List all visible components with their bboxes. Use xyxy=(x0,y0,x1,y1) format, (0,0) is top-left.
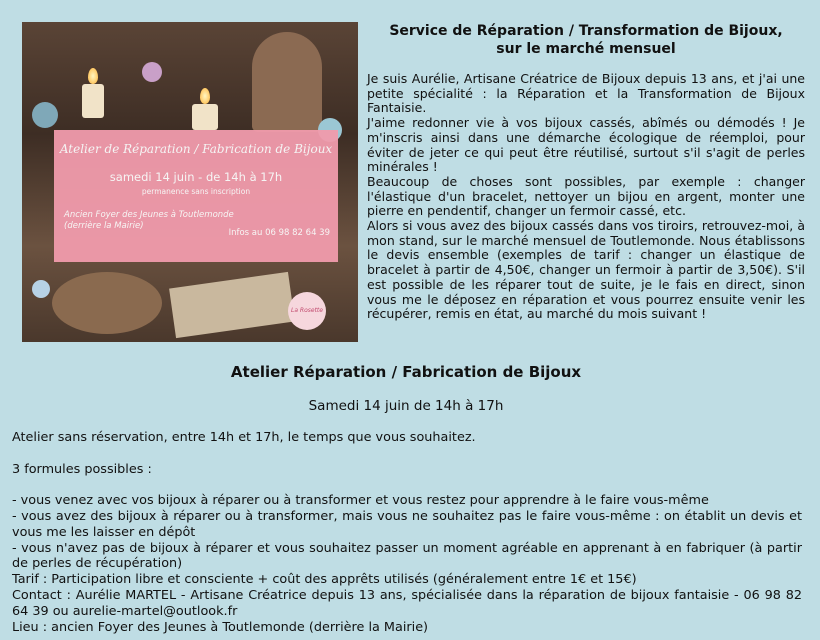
brand-logo xyxy=(288,292,326,330)
service-title-line: sur le marché mensuel xyxy=(496,41,676,57)
paragraph: 3 formules possibles : xyxy=(12,461,152,477)
jewelry-bust-shape xyxy=(252,32,322,132)
paragraph: Atelier sans réservation, entre 14h et 17h, le temps que vous souhaitez. xyxy=(12,430,476,445)
tarif-line: Tarif : Participation libre et consciente + coût des apprêts utilisés (généralement entre 1€ et 15€) xyxy=(12,572,637,588)
formula-item: - vous n'avez pas de bijoux à réparer et vous souhaitez passer un moment agréable en apprenant à en fabriquer (à partir de perles de récupération) xyxy=(12,540,802,572)
poster-place xyxy=(64,210,234,232)
contact-line: Contact : Aurélie MARTEL - Artisane Créatrice depuis 13 ans, spécialisée dans la réparation de bijoux fantaisie - 06 98 82 64 39 ou aurelie-martel@outlook.fr xyxy=(12,587,802,619)
candle-shape xyxy=(82,84,104,118)
paragraph: J'aime redonner vie à vos bijoux cassés, abîmés ou démodés ! Je m'inscris ainsi dans une démarche écologique de réemploi, pour éviter de jeter ce qui peut être réutilisé, surtout s'il s'agit de perles minérales ! xyxy=(367,115,805,175)
flame-shape xyxy=(200,88,210,104)
service-title xyxy=(366,22,806,58)
poster-info: Infos au 06 98 82 64 39 xyxy=(228,228,330,238)
flame-shape xyxy=(88,68,98,84)
poster-place-line: Ancien Foyer des Jeunes à Toutlemonde xyxy=(64,210,234,220)
poster-title: Atelier de Réparation / Fabrication de Bijoux xyxy=(59,142,333,156)
poster-banner xyxy=(54,130,338,262)
stone-shape xyxy=(32,102,58,128)
lieu-line: Lieu : ancien Foyer des Jeunes à Toutlemonde (derrière la Mairie) xyxy=(12,619,429,635)
atelier-title: Atelier Réparation / Fabrication de Bijoux xyxy=(230,363,582,381)
cloth-shape xyxy=(169,272,295,338)
poster-date: samedi 14 juin - de 14h à 17h xyxy=(109,170,283,184)
atelier-details xyxy=(12,430,802,635)
service-title-line: Service de Réparation / Transformation de Bijoux, xyxy=(389,23,783,39)
stone-shape xyxy=(142,62,162,82)
paragraph: Alors si vous avez des bijoux cassés dans vos tiroirs, retrouvez-moi, à mon stand, sur le marché mensuel de Toutlemonde. Nous établissons le devis ensemble (exemples de tarif : changer un élastique de bracelet à partir de 4,50€, changer un fermoir à partir de 3,50€). S'il est possible de les réparer tout de suite, je le fais en direct, sinon vous me le déposez en réparation et vous pourrez ensuite venir les récupérer, remis en état, au marché du mois suivant ! xyxy=(367,218,805,322)
service-description xyxy=(367,72,805,322)
logo-text: La Rosette xyxy=(291,307,323,314)
bead-tray-shape xyxy=(52,272,162,334)
candle-shape xyxy=(192,104,218,130)
formula-item: - vous venez avec vos bijoux à réparer ou à transformer et vous restez pour apprendre à le faire vous-même xyxy=(12,493,709,509)
stone-shape xyxy=(32,280,50,298)
formula-item: - vous avez des bijoux à réparer ou à transformer, mais vous ne souhaitez pas le faire vous-même : on établit un devis et vous me les laisser en dépôt xyxy=(12,508,802,540)
atelier-date: Samedi 14 juin de 14h à 17h xyxy=(308,398,504,414)
poster-place-line: (derrière la Mairie) xyxy=(64,221,144,231)
paragraph: Beaucoup de choses sont possibles, par exemple : changer l'élastique d'un bracelet, nettoyer un bijou en argent, monter une pierre en pendentif, changer un fermoir cassé, etc. xyxy=(367,173,805,219)
event-poster-image xyxy=(22,22,358,342)
paragraph: Je suis Aurélie, Artisane Créatrice de Bijoux depuis 13 ans, et j'ai une petite spécialité : la Réparation et la Transformation de Bijoux Fantaisie. xyxy=(367,71,805,116)
poster-note: permanence sans inscription xyxy=(141,187,251,196)
